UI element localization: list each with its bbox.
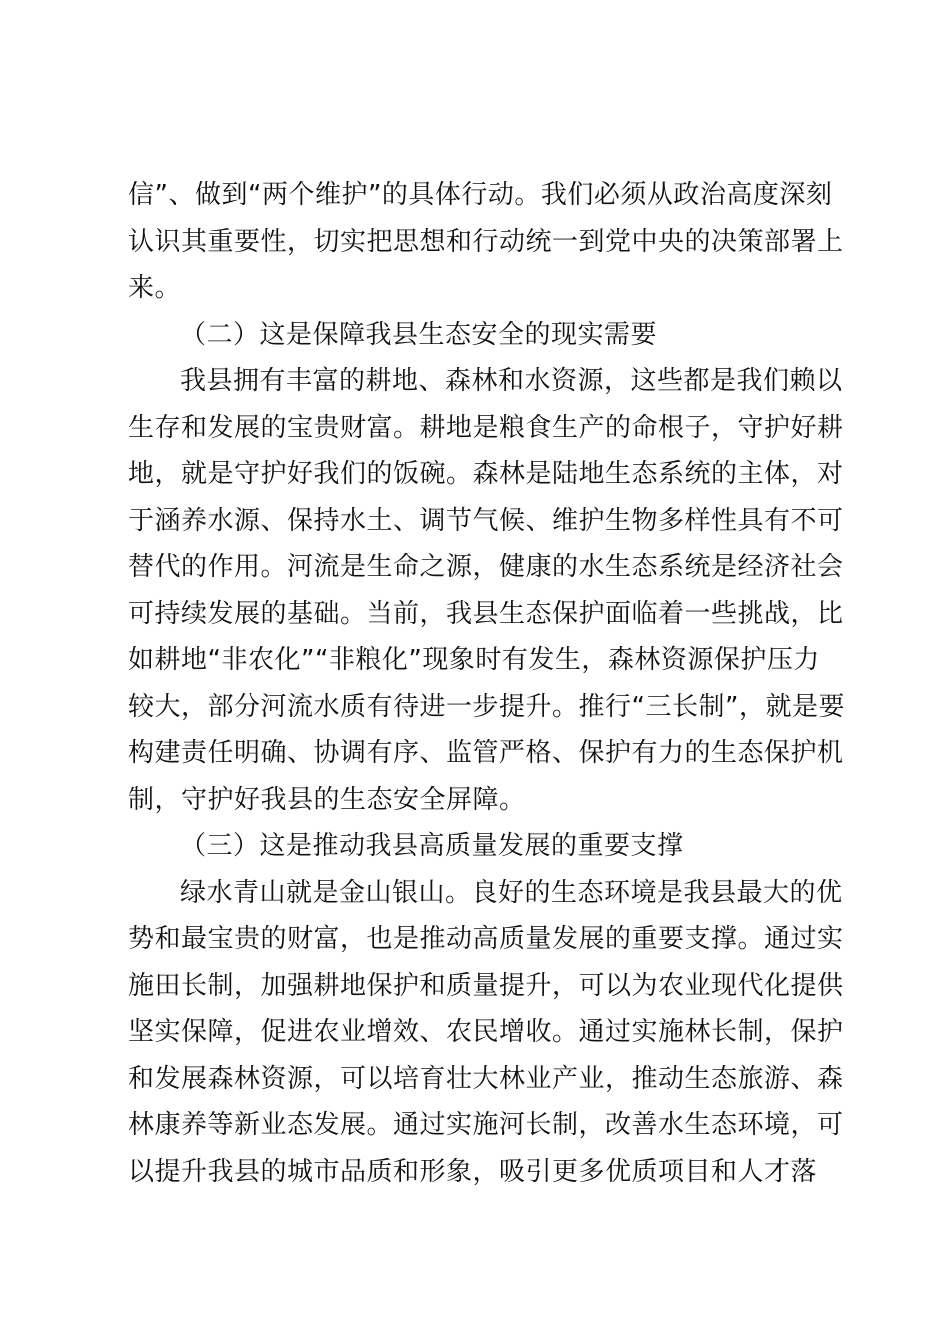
text-line: 替代的作用。河流是生命之源，健康的水生态系统是经济社会 bbox=[128, 552, 844, 582]
text-line: 构建责任明确、协调有序、监管严格、保护有力的生态保护机 bbox=[128, 738, 844, 768]
text-line: 来。 bbox=[128, 273, 182, 303]
text-line: 信”、做到“两个维护”的具体行动。我们必须从政治高度深刻 bbox=[128, 180, 833, 210]
text-line: 和发展森林资源，可以培育壮大林业产业，推动生态旅游、森 bbox=[128, 1063, 844, 1094]
text-line: 可持续发展的基础。当前，我县生态保护面临着一些挑战，比 bbox=[128, 598, 844, 629]
body-text bbox=[128, 172, 845, 1195]
text-line: 林康养等新业态发展。通过实施河长制，改善水生态环境，可 bbox=[128, 1110, 844, 1140]
text-line: 生存和发展的宝贵财富。耕地是粮食生产的命根子，守护好耕 bbox=[128, 412, 844, 443]
text-line: 于涵养水源、保持水土、调节气候、维护生物多样性具有不可 bbox=[128, 505, 844, 536]
text-line: 较大，部分河流水质有待进一步提升。推行“三长制”，就是要 bbox=[128, 691, 845, 722]
text-line: 势和最宝贵的财富，也是推动高质量发展的重要支撑。通过实 bbox=[128, 924, 844, 954]
text-line: 地，就是守护好我们的饭碗。森林是陆地生态系统的主体，对 bbox=[128, 459, 844, 489]
text-line: 施田长制，加强耕地保护和质量提升，可以为农业现代化提供 bbox=[128, 970, 844, 1001]
text-line: 坚实保障，促进农业增效、农民增收。通过实施林长制，保护 bbox=[128, 1017, 844, 1047]
section-heading-2: （二）这是保障我县生态安全的现实需要 bbox=[180, 319, 658, 350]
text-line: 如耕地“非农化”“非粮化”现象时有发生，森林资源保护压力 bbox=[128, 645, 820, 675]
text-line: 绿水青山就是金山银山。良好的生态环境是我县最大的优 bbox=[180, 877, 843, 908]
section-heading-3: （三）这是推动我县高质量发展的重要支撑 bbox=[180, 831, 684, 861]
text-line: 认识其重要性，切实把思想和行动统一到党中央的决策部署上 bbox=[128, 226, 844, 257]
text-line: 我县拥有丰富的耕地、森林和水资源，这些都是我们赖以 bbox=[180, 366, 843, 396]
text-line: 制，守护好我县的生态安全屏障。 bbox=[128, 784, 526, 815]
text-line: 以提升我县的城市品质和形象，吸引更多优质项目和人才落 bbox=[128, 1156, 818, 1187]
